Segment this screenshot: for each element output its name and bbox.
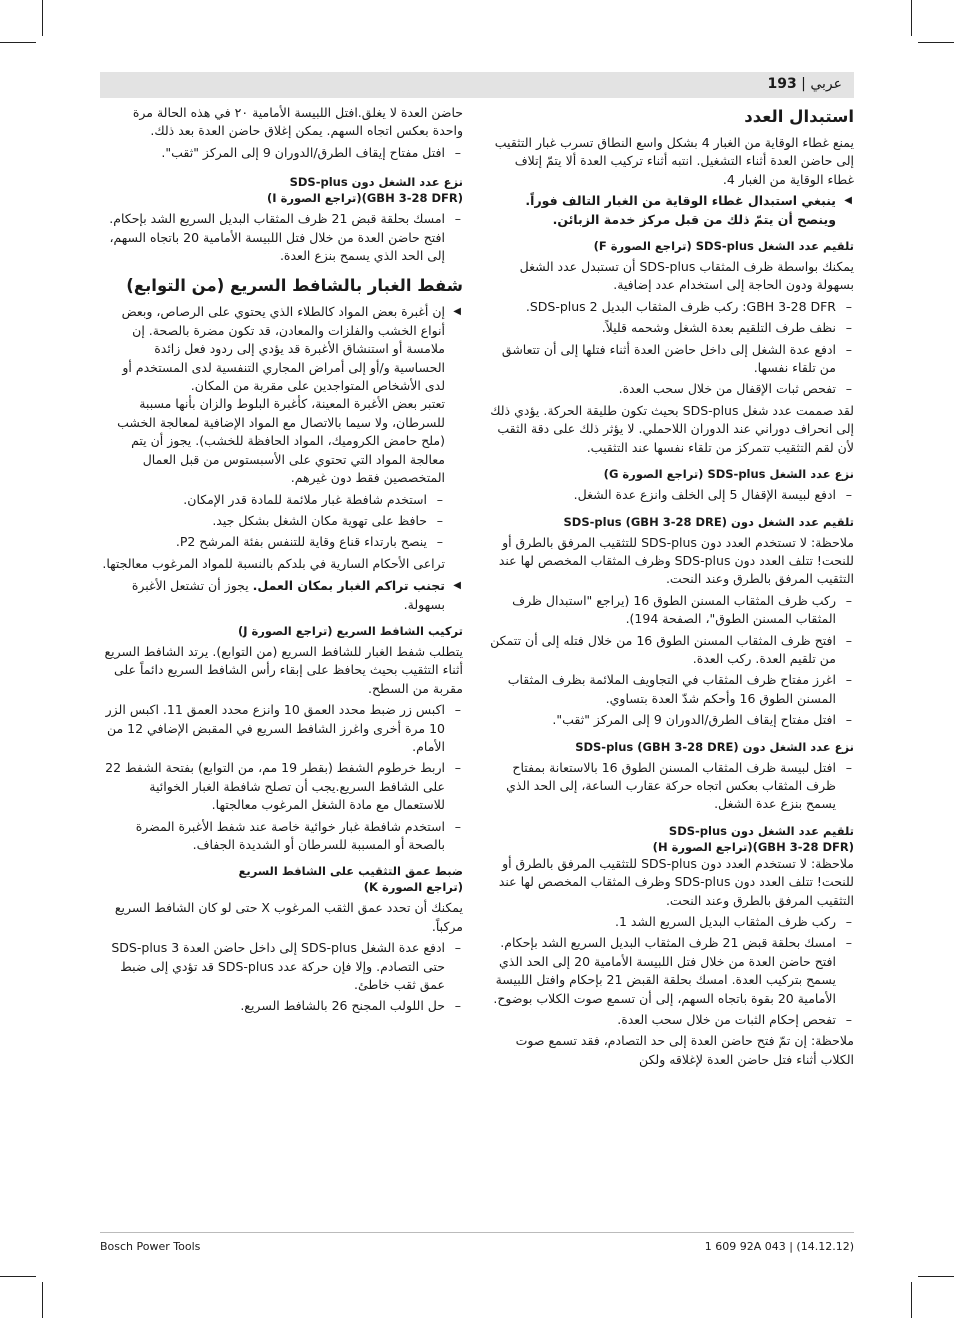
list-item: – حل اللولب المجنح 26 بالشافط السريع.	[100, 997, 463, 1015]
section-title: استبدال العدد	[744, 107, 854, 126]
crop-mark	[911, 0, 912, 36]
subsection-title: تلقيم عدد الشغل دون SDS-plus (GBH 3-28 DFR)(تراجع الصورة H)	[652, 823, 854, 854]
bullet-list	[490, 759, 854, 814]
warning-note: ◀ ينبغي استبدال غطاء الوقاية من الغبار التالف فوراً. وينصح أن يتمّ ذلك من قبل مركز خدمة الزبائن.	[525, 193, 852, 227]
list-item: – افتل مفتاح إيقاف الطرق/الدوران 9 إلى المركز "ثقب".	[490, 711, 854, 729]
list-item: – افتل مفتاح إيقاف الطرق/الدوران 9 إلى المركز "ثقب".	[100, 144, 463, 162]
note-paragraph: ملاحظة: لا تستخدم العدد دون SDS-plus للتثقيب المرفق بالطرق أو للنحت! تتلف العدد دون SDS-plus وظرف المثقاب المخصص لها عند التثقيب المرفق بالطرق وعند النحت.	[498, 855, 854, 908]
paragraph: حاضن العدة لا يغلق.افتل اللبيسة الأمامية ٢٠ في هذه الحالة مرة واحدة بعكس اتجاه السهم. يمكن إغلاق حاضن العدة بعد ذلك.	[132, 105, 463, 139]
warning-triangle-icon: ◀	[844, 195, 852, 207]
list-item: – امسك بحلقة قبض 21 ظرف المثقاب البديل السريع الشد بإحكام. افتح حاضن العدة من خلال فتل اللبيسة الأمامية 20 إلى الحد الذي يسمح بتركيب العدة. امسك بحلقة القبض 21 بإحكام وافتل اللبيسة الأمامية 20 بقوة باتجاه السهم، إلى أن تسمع صوت الكلاب بوضوح.	[490, 934, 854, 1008]
paragraph: يتطلب شفط الغبار للشافط السريع (من التوابع). يرتد الشافط السريع أثناء التثقيب بحيث يحافظ على إبقاء رأس الشافط السريع دائماً على مقربة من السطح.	[104, 643, 463, 696]
paragraph: لقد صممت عدد شغل SDS-plus بحيث تكون طليقة الحركة. يؤدي ذلك إلى انحراف دوراني عند الدوران اللاحملي. لا يؤثر ذلك على دقة الثقب لأن لقم التثقيب تتمركز من تلقاء نفسها عند التثقيب.	[490, 402, 854, 455]
crop-mark	[42, 1282, 43, 1318]
bullet-list	[100, 491, 445, 552]
warning-note: ◀ إن أغبرة بعض المواد كالطلاء الذي يحتوي على الرصاص، وبعض أنواع الخشب والفلزات والمعادن، قد تكون مضرة بالصحة. إن ملامسة أو استنشاق الأغبرة قد يؤدي إلى ردود فعل زائدة الحساسية و/أو إلى أمراض المجاري التنفسية لدى المستخدم أو لدى الأشخاص المتواجدين على مقربة من المكان. تعتبر بعض الأغبرة المعينة، كأغبرة البلوط والزان بأنها مسببة للسرطان، ولا سيما بالاتصال مع المواد الإضافية لمعالجة الخشب (ملح حامض الكروميك، المواد الحافظة للخشب). يجوز أن يتم معالجة المواد التي تحتوي على الأسبستوس من قبل العمال المتخصصين فقط دون غيرهم. – استخدم شافطة غبار ملائمة للمادة قدر الإمكان. – حافظ على تهوية مكان الشغل بشكل جيد. – ينصح بارتداء قناع وقاية للتنفس بفئة المرشح P2. تراعى الأحكام السارية في بلدكم بالنسبة للمواد المرغوب معالجتها.	[100, 303, 463, 573]
list-item: – استخدم شافطة غبار ملائمة للمادة قدر الإمكان.	[100, 491, 445, 509]
list-item: – ركب ظرف المثقاب البديل السريع الشد 1.	[490, 913, 854, 931]
list-item: – ينصح بارتداء قناع وقاية للتنفس بفئة المرشح P2.	[100, 533, 445, 551]
crop-mark	[42, 0, 43, 36]
list-item: – افتح ظرف المثقاب المسنن الطوق 16 من خلال فتله إلى أن تتمكن من تلقيم العدة. ركب العدة.	[490, 632, 854, 669]
subsection-title: نزع عدد الشغل SDS-plus (تراجع الصورة G)	[603, 467, 854, 482]
list-item: – ركب ظرف المثقاب المسنن الطوق 16 (يراجع "استبدال ظرف المثقاب المسنن الطوق"، الصفحة 194).	[490, 592, 854, 629]
subsection-title: تركيب الشافط السريع (تراجع الصورة J)	[237, 623, 463, 638]
subsection-title: نزع عدد الشغل دون SDS-plus (GBH 3-28 DRE)	[575, 739, 854, 754]
list-item: – ادفع لبيسة الإقفال 5 إلى الخلف وانزع عدة الشغل.	[490, 486, 854, 504]
subsection-title: نزع عدد الشغل دون SDS-plus (GBH 3-28 DFR)(تراجع الصورة I)	[267, 175, 463, 206]
list-item: – استخدم شافطة غبار خوائية خاصة عند شفط الأغبرة المضرة بالصحة أو المسببة للسرطان أو الشديدة الجفاف.	[100, 818, 463, 855]
bullet-list	[100, 939, 463, 1016]
bullet-list	[490, 486, 854, 504]
bullet-list	[100, 144, 463, 162]
footer-code: 1 609 92A 043 | (14.12.12)	[704, 1240, 854, 1253]
note-paragraph: ملاحظة: لا تستخدم العدد دون SDS-plus للتثقيب المرفق بالطرق أو للنحت! تتلف العدد دون SDS-plus وظرف المثقاب المخصص لها عند التثقيب المرفق بالطرق وعند النحت.	[498, 534, 854, 587]
list-item: – نظف طرف التلقيم بعدة الشغل وشحمه قليلاً.	[490, 319, 854, 337]
footer-brand: Bosch Power Tools	[100, 1240, 201, 1253]
footer-rule	[100, 1232, 854, 1233]
list-item: – اكبس زر ضبط محدد العمق 10 وانزع محدد العمق 11. اكبس الزر 10 مرة أخرى واغرز الشافط السريع في المقبض الإضافي 12 من الأمام.	[100, 701, 463, 756]
crop-mark	[0, 1276, 36, 1277]
bullet-list	[490, 298, 854, 399]
bullet-list	[100, 210, 463, 265]
list-item: – تفحص ثبات الإقفال من خلال سحب العدة.	[490, 380, 854, 398]
crop-mark	[918, 42, 954, 43]
subsection-title: ضبط عمق التثقيب على الشافط السريع (تراجع الصورة K)	[238, 864, 463, 895]
page-number: 193	[767, 76, 797, 92]
crop-mark	[911, 1282, 912, 1318]
warning-note: ◀ تجنب تراكم الغبار بمكان العمل. يجوز أن تشتعل الأغبرة بسهولة.	[131, 578, 461, 612]
list-item: – امسك بحلقة قبض 21 ظرف المثقاب البديل السريع الشد بإحكام. افتح حاضن العدة من خلال فتل اللبيسة الأمامية 20 باتجاه السهم، إلى الحد الذي يسمح بنزع العدة.	[100, 210, 463, 265]
bullet-list	[490, 592, 854, 730]
crop-mark	[0, 42, 36, 43]
list-item: – تفحص إحكام الثبات من خلال سحب العدة.	[490, 1011, 854, 1029]
page-header: عربي | 193	[100, 72, 854, 98]
list-item: – اربط خرطوم الشفط (بقطر 19 مم، من التوابع) بفتحة الشفط 22 على الشافط السريع.يجب أن تصلح شافطة الغبار الخوائية للاستعمال مع مادة الشغل المرغوب معالجتها.	[100, 759, 463, 814]
crop-mark	[918, 1276, 954, 1277]
list-item: – افتل لبيسة ظرف المثقاب المسنن الطوق 16 بالاستعانة بمفتاح ظرف المثقاب بعكس اتجاه حركة عقارب الساعة، إلى الحد الذي يسمح بنزع عدة الشغل.	[490, 759, 854, 814]
right-column	[490, 104, 854, 1072]
list-item: – GBH 3-28 DFR: ركب ظرف المثقاب البديل 2 SDS-plus.	[490, 298, 854, 316]
warning-triangle-icon: ◀	[453, 580, 461, 592]
left-column	[100, 104, 463, 1019]
section-title: شفط الغبار بالشافط السريع (من التوابع)	[126, 276, 463, 296]
subsection-title: تلقيم عدد الشغل SDS-plus (تراجع الصورة F)	[593, 239, 854, 254]
list-item: – حافظ على تهوية مكان الشغل بشكل جيد.	[100, 512, 445, 530]
language-label: عربي	[810, 76, 842, 92]
paragraph: يمنع غطاء الوقاية من الغبار 4 بشكل واسع النطاق تسرب غبار التثقيب إلى حاضن العدة أثناء التشغيل. انتبه أثناء تركيب العدة ألا يتمّ إتلاف غطاء الوقاية من الغبار 4.	[494, 135, 854, 187]
list-item: – ادفع عدة الشغل SDS-plus إلى داخل حاضن العدة SDS-plus 3 حتى التصادم. وإلا فإن حركة عدد SDS-plus قد تؤدي إلى ضبط عمق ثقب خاطئ.	[100, 939, 463, 994]
list-item: – ادفع عدة الشغل إلى داخل حاضن العدة أثناء فتلها إلى أن تتعاشق من تلقاء نفسها.	[490, 341, 854, 378]
warning-triangle-icon: ◀	[453, 306, 461, 318]
paragraph: يمكنك بواسطة ظرف المثقاب SDS-plus أن تستبدل عدد الشغل بسهولة ودون الحاجة إلى استخدام عدد إضافية.	[519, 259, 854, 293]
note-paragraph: ملاحظة: إن تمّ فتح حاضن العدة إلى حد التصادم، فقد تسمع صوت الكلاب أثناء فتل حاضن العدة لإغلاقه ولكن	[515, 1033, 854, 1067]
paragraph: يمكنك أن تحدد عمق الثقب المرغوب X حتى لو كان الشافط السريع مركباً.	[114, 900, 463, 934]
bullet-list	[490, 913, 854, 1029]
subsection-title: تلقيم عدد الشغل دون SDS-plus (GBH 3-28 DRE)	[563, 514, 854, 529]
bullet-list	[100, 701, 463, 854]
list-item: – اغرز مفتاح ظرف المثقاب في التجاويف الملائمة بظرف المثقاب المسنن الطوق 16 وأحكم شدّ العدة بتساوي.	[490, 671, 854, 708]
